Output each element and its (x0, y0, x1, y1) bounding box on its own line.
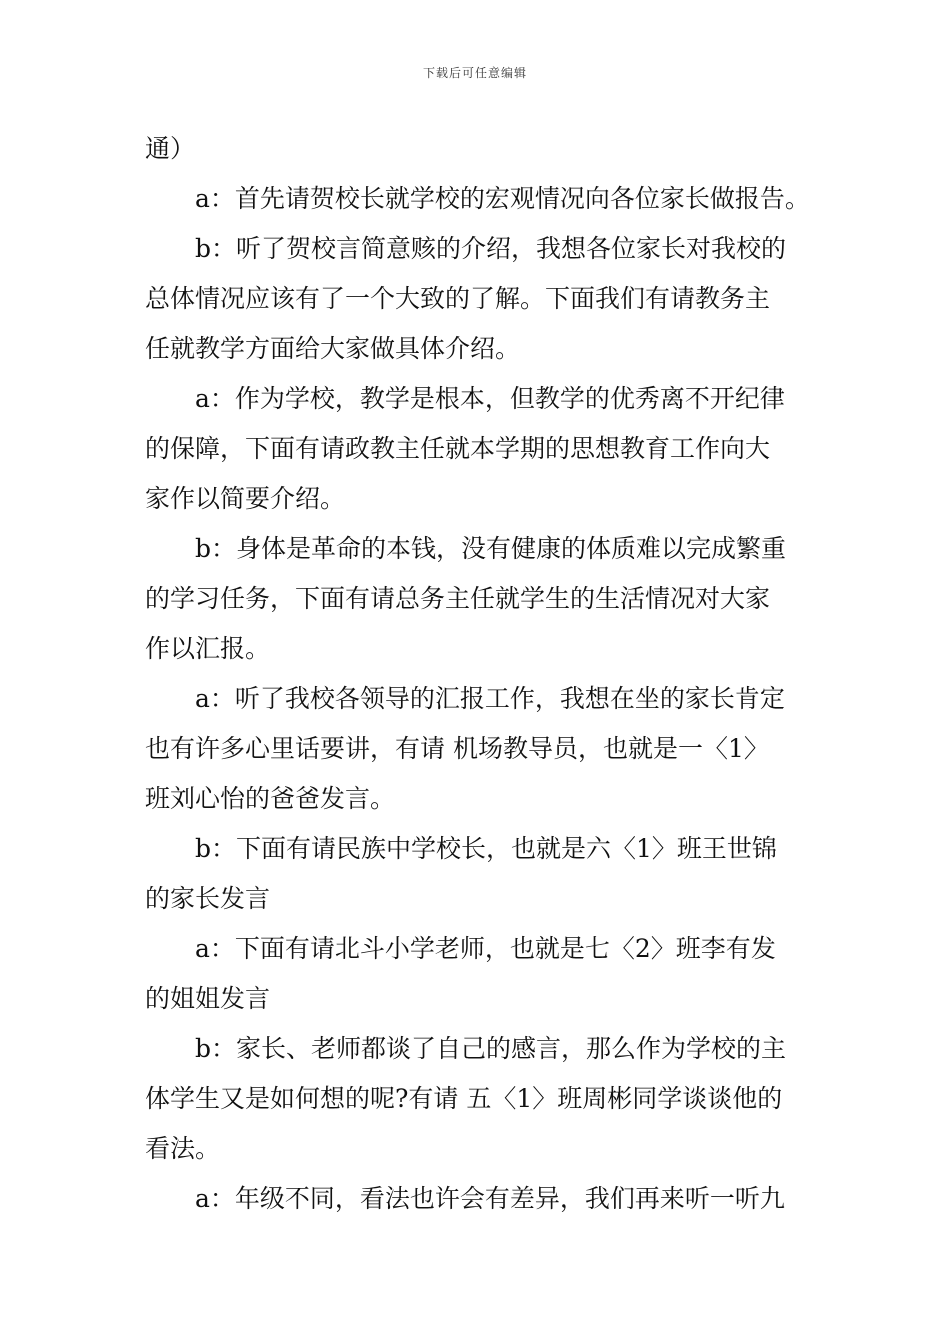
text-line: a：听了我校各领导的汇报工作，我想在坐的家长肯定 (195, 684, 785, 713)
text-line: 的保障，下面有请政教主任就本学期的思想教育工作向大 (145, 434, 771, 463)
page-header: 下载后可任意编辑 (422, 66, 527, 80)
text-line: 的家长发言 (145, 884, 271, 913)
text-line: 看法。 (145, 1134, 221, 1163)
text-line: a：首先请贺校长就学校的宏观情况向各位家长做报告。 (195, 184, 810, 213)
text-line: a：年级不同，看法也许会有差异，我们再来听一听九 (195, 1184, 785, 1213)
text-line: 通） (145, 134, 196, 163)
text-line: a：作为学校，教学是根本，但教学的优秀离不开纪律 (195, 384, 785, 413)
document-body (145, 124, 810, 1224)
text-line: 班刘心怡的爸爸发言。 (145, 784, 396, 813)
text-line: 总体情况应该有了一个大致的了解。下面我们有请教务主 (145, 284, 771, 313)
text-line: b：身体是革命的本钱，没有健康的体质难以完成繁重 (195, 534, 787, 563)
text-line: b：下面有请民族中学校长，也就是六〈1〉班王世锦 (195, 834, 777, 863)
text-line: b：听了贺校言简意赅的介绍，我想各位家长对我校的 (195, 234, 787, 263)
text-line: 的学习任务，下面有请总务主任就学生的生活情况对大家 (145, 584, 771, 613)
text-line: a：下面有请北斗小学老师，也就是七〈2〉班李有发 (195, 934, 776, 963)
text-line: 也有许多心里话要讲，有请 机场教导员，也就是一〈1〉 (145, 734, 769, 763)
text-line: 作以汇报。 (145, 634, 271, 663)
text-line: b：家长、老师都谈了自己的感言，那么作为学校的主 (195, 1034, 787, 1063)
text-line: 任就教学方面给大家做具体介绍。 (145, 334, 521, 363)
text-line: 的姐姐发言 (145, 984, 271, 1013)
text-line: 体学生又是如何想的呢?有请 五〈1〉班周彬同学谈谈他的 (145, 1084, 783, 1113)
text-line: 家作以简要介绍。 (145, 484, 346, 513)
